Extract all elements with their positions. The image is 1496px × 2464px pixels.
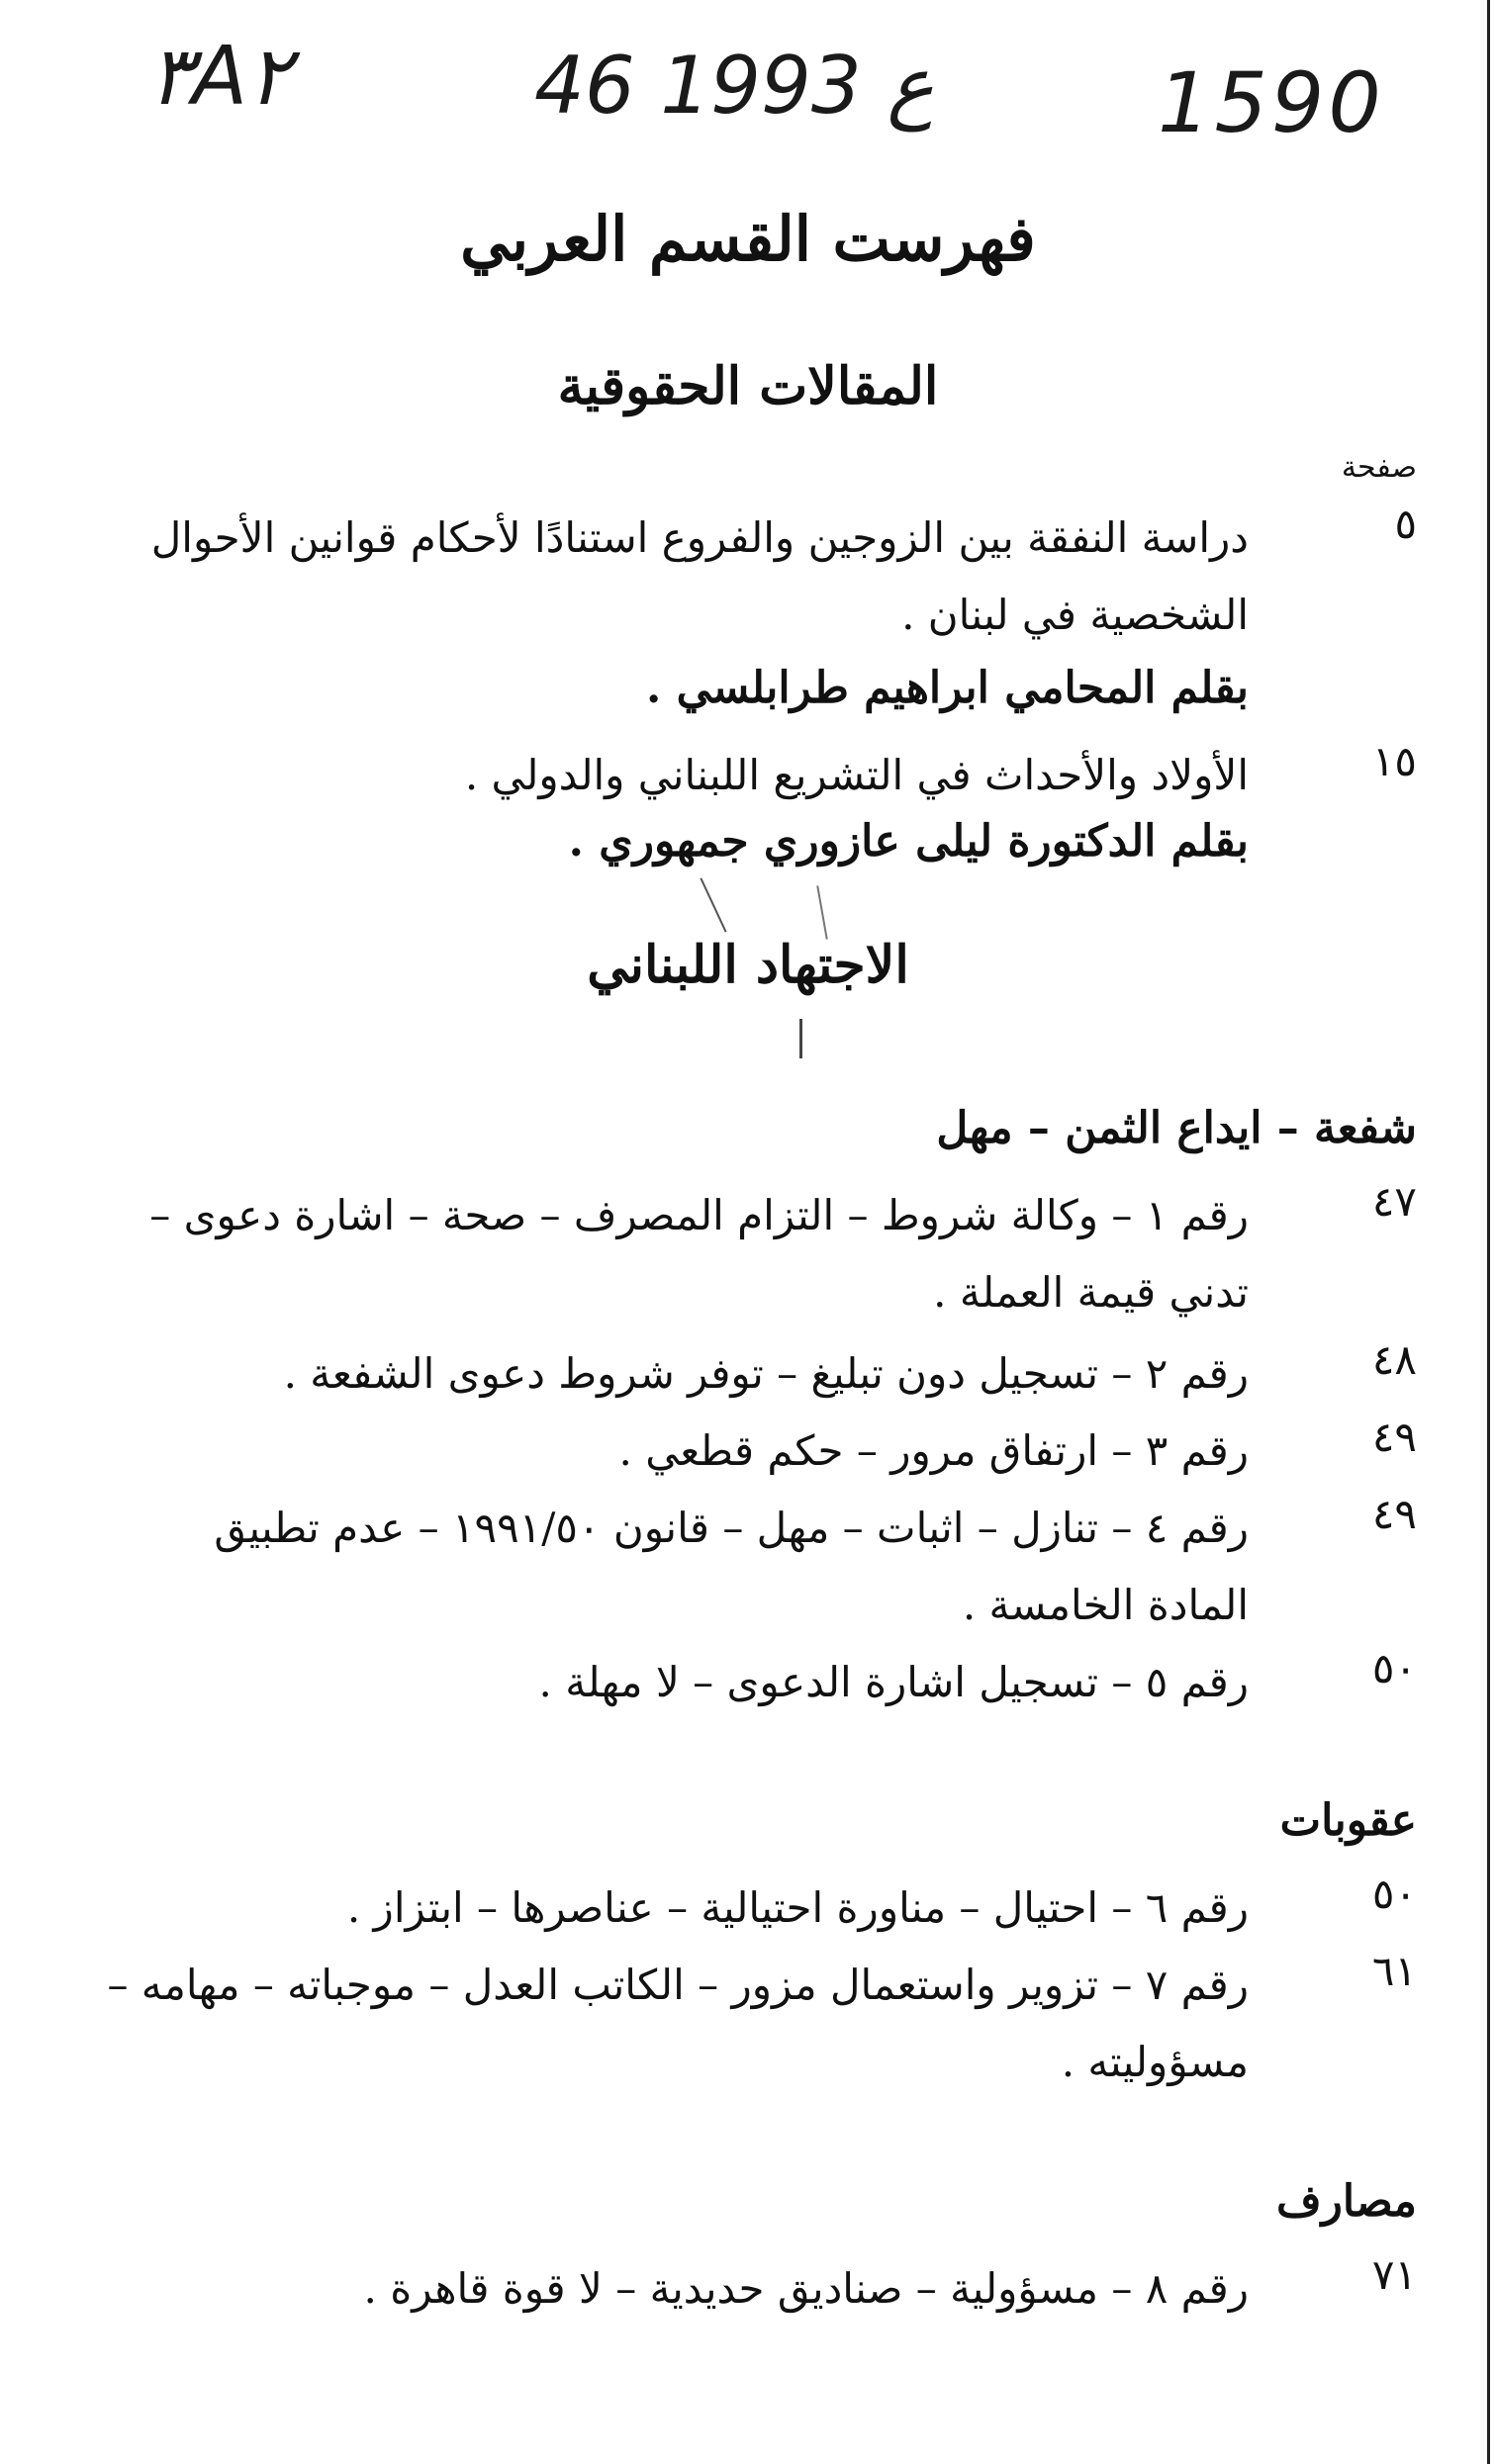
case-entry (51, 1335, 1417, 1413)
case-line: رقم ٣ – ارتفاق مرور – حكم قطعي . (618, 1426, 1249, 1475)
articles-heading: المقالات الحقوقية (557, 356, 939, 416)
case-entry (51, 1490, 1417, 1644)
article-title-line: الأولاد والأحداث في التشريع اللبناني والدولي . (464, 751, 1249, 799)
page-number: ٥ (1394, 500, 1417, 548)
case-line: رقم ١ – وكالة شروط – التزام المصرف – صحة – اشارة دعوى – (149, 1191, 1249, 1239)
page-number: ٤٩ (1371, 1490, 1417, 1538)
article-author: بقلم المحامي ابراهيم طرابلسي . (645, 663, 1249, 713)
pen-stroke-mark (700, 877, 726, 932)
case-line: تدني قيمة العملة . (933, 1268, 1249, 1317)
page-column-label: صفحة (1341, 450, 1417, 485)
case-line: رقم ٤ – تنازل – اثبات – مهل – قانون ١٩٩١/٥٠ – عدم تطبيق (214, 1504, 1249, 1552)
article-entry (51, 737, 1417, 814)
article-author: بقلم الدكتورة ليلى عازوري جمهوري . (568, 816, 1249, 867)
page-number: ٧١ (1371, 2250, 1417, 2299)
page-number: ٥٠ (1371, 1644, 1417, 1692)
case-line: رقم ٧ – تزوير واستعمال مزور – الكاتب العدل – موجباته – مهامه – (107, 1961, 1249, 2009)
case-line: رقم ٥ – تسجيل اشارة الدعوى – لا مهلة . (538, 1658, 1249, 1706)
case-line: مسؤوليته . (1061, 2038, 1249, 2086)
page-number: ٦١ (1371, 1947, 1417, 1995)
case-entry (51, 1947, 1417, 2101)
case-entry (51, 1413, 1417, 1490)
case-entry (51, 2250, 1417, 2327)
case-line: رقم ٢ – تسجيل دون تبليغ – توفر شروط دعوى الشفعة . (283, 1349, 1249, 1398)
pen-stroke-mark (816, 885, 828, 940)
article-title-line: الشخصية في لبنان . (901, 591, 1249, 639)
page-number: ٤٩ (1371, 1413, 1417, 1461)
handwritten-number: 1590 (1158, 54, 1385, 151)
case-line: رقم ٨ – مسؤولية – صناديق حديدية – لا قوة قاهرة . (363, 2264, 1249, 2313)
page-title: فهرست القسم العربي (460, 203, 1036, 275)
handwritten-code: ٣A٢ (148, 30, 292, 124)
page-number: ٤٨ (1371, 1335, 1417, 1384)
page-number: ٥٠ (1371, 1870, 1417, 1918)
pen-stroke-mark (799, 1019, 802, 1058)
handwritten-issue: 46 ع 1993 (534, 40, 934, 132)
jurisprudence-heading: الاجتهاد اللبناني (587, 935, 909, 995)
case-entry (51, 1644, 1417, 1721)
page-number: ٤٧ (1371, 1177, 1417, 1226)
page-number: ١٥ (1371, 737, 1417, 785)
section-title: مصارف (1276, 2176, 1417, 2227)
section-title: عقوبات (1279, 1795, 1417, 1846)
section-title: شفعة – ايداع الثمن – مهل (936, 1103, 1417, 1153)
article-entry (51, 500, 1417, 654)
case-entry (51, 1177, 1417, 1331)
case-line: المادة الخامسة . (962, 1581, 1249, 1629)
article-title-line: دراسة النفقة بين الزوجين والفروع استنادًا لأحكام قوانين الأحوال (150, 513, 1249, 562)
case-line: رقم ٦ – احتيال – مناورة احتيالية – عناصرها – ابتزاز . (346, 1883, 1249, 1932)
case-entry (51, 1870, 1417, 1947)
